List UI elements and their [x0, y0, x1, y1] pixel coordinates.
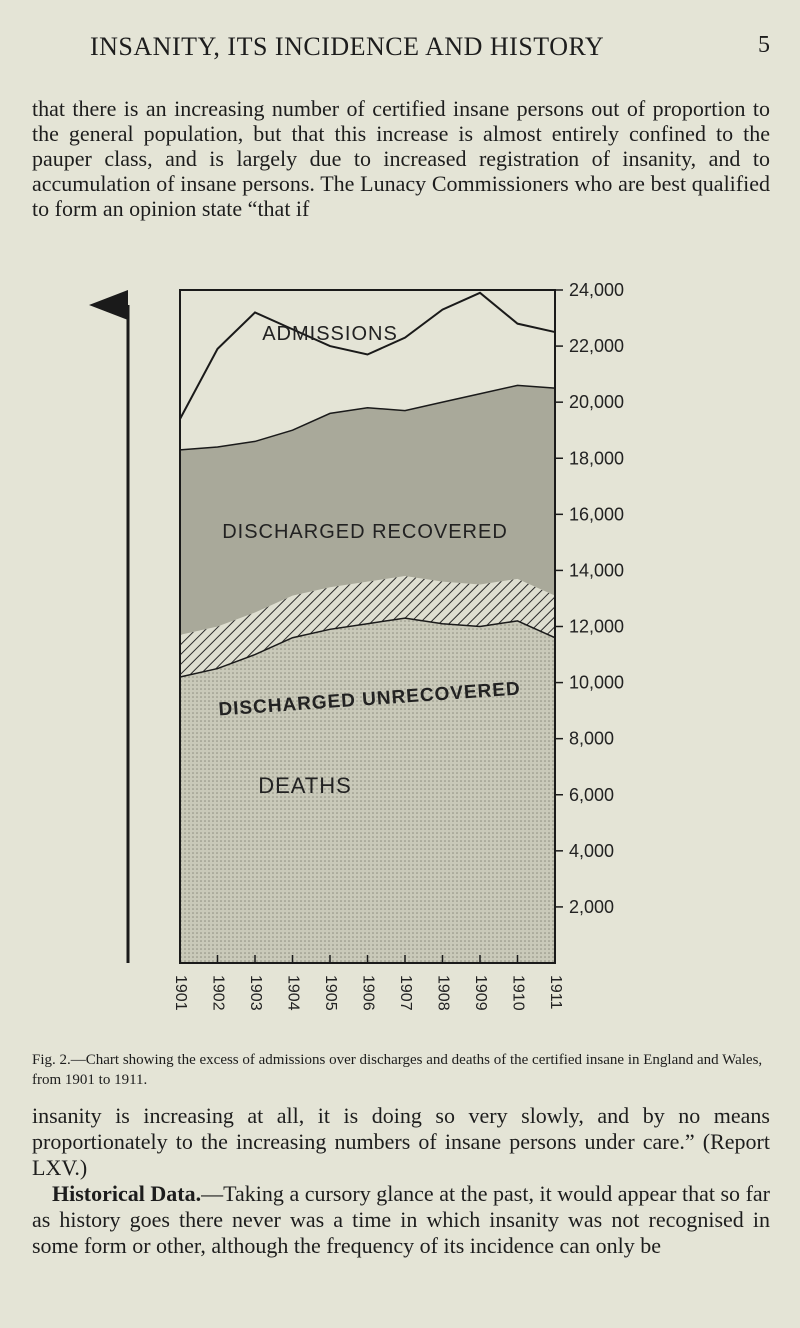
paragraph-historical-body: —Taking a cursory glance at the past, it would appear that so far as history goes there never was a time in which insanity was not recognised in some form or other, although the frequency of its incidence can only be — [32, 1181, 770, 1258]
chart — [0, 280, 800, 1040]
year-label: 1910 — [509, 975, 527, 1011]
y-tick-label: 24,000 — [569, 280, 625, 300]
year-label: 1903 — [246, 975, 264, 1011]
deaths-area — [180, 618, 555, 963]
y-tick-label: 16,000 — [569, 504, 625, 525]
y-tick-label: 14,000 — [569, 560, 625, 581]
year-label: 1908 — [434, 975, 452, 1011]
running-title: INSANITY, ITS INCIDENCE AND HISTORY — [90, 32, 605, 61]
y-tick-label: 20,000 — [569, 392, 625, 413]
paragraph-top: that there is an increasing number of certified insane persons out of proportion to the general population, but that this increase is almost entirely confined to the pauper class, and is largely due to increased registration of insanity, and to accumulation of insane persons. The Lunacy Commissioners who are best qualified to form an opinion state “that if — [32, 96, 770, 221]
year-label: 1906 — [359, 975, 377, 1011]
year-label: 1907 — [396, 975, 414, 1011]
y-tick-label: 4,000 — [569, 840, 615, 861]
paragraph-historical — [32, 1181, 770, 1259]
section-heading: Historical Data. — [52, 1181, 202, 1206]
paragraph-middle: insanity is increasing at all, it is doing so very slowly, and by no means proportionately to the increasing numbers of insane persons under care.” (Report LXV.) — [32, 1103, 770, 1180]
x-axis — [172, 975, 564, 1011]
chart-areas — [180, 293, 555, 963]
y-tick-label: 22,000 — [569, 336, 625, 357]
y-tick-label: 6,000 — [569, 784, 615, 805]
admissions-label: ADMISSIONS — [262, 323, 398, 345]
y-axis — [555, 280, 624, 917]
discharged-recovered-label: DISCHARGED RECOVERED — [222, 521, 508, 543]
page-number: 5 — [758, 32, 770, 58]
y-tick-label: 8,000 — [569, 728, 615, 749]
discharged-unrecovered-label: DISCHARGED UNRECOVERED — [217, 678, 522, 721]
y-tick-label: 10,000 — [569, 672, 625, 693]
year-label: 1904 — [284, 975, 302, 1011]
year-label: 1909 — [471, 975, 489, 1011]
year-label: 1901 — [171, 975, 189, 1011]
year-label: 1905 — [321, 975, 339, 1011]
figure — [0, 280, 800, 1040]
year-label: 1911 — [546, 975, 564, 1010]
y-tick-label: 12,000 — [569, 616, 625, 637]
deaths-label: DEATHS — [258, 773, 352, 798]
year-label: 1902 — [209, 975, 227, 1011]
figure-caption: Fig. 2.—Chart showing the excess of admissions over discharges and deaths of the certified insane in England and Wales, from 1901 to 1911. — [32, 1052, 763, 1088]
y-tick-label: 18,000 — [569, 448, 625, 469]
page-header — [90, 32, 770, 68]
y-tick-label: 2,000 — [569, 896, 615, 917]
